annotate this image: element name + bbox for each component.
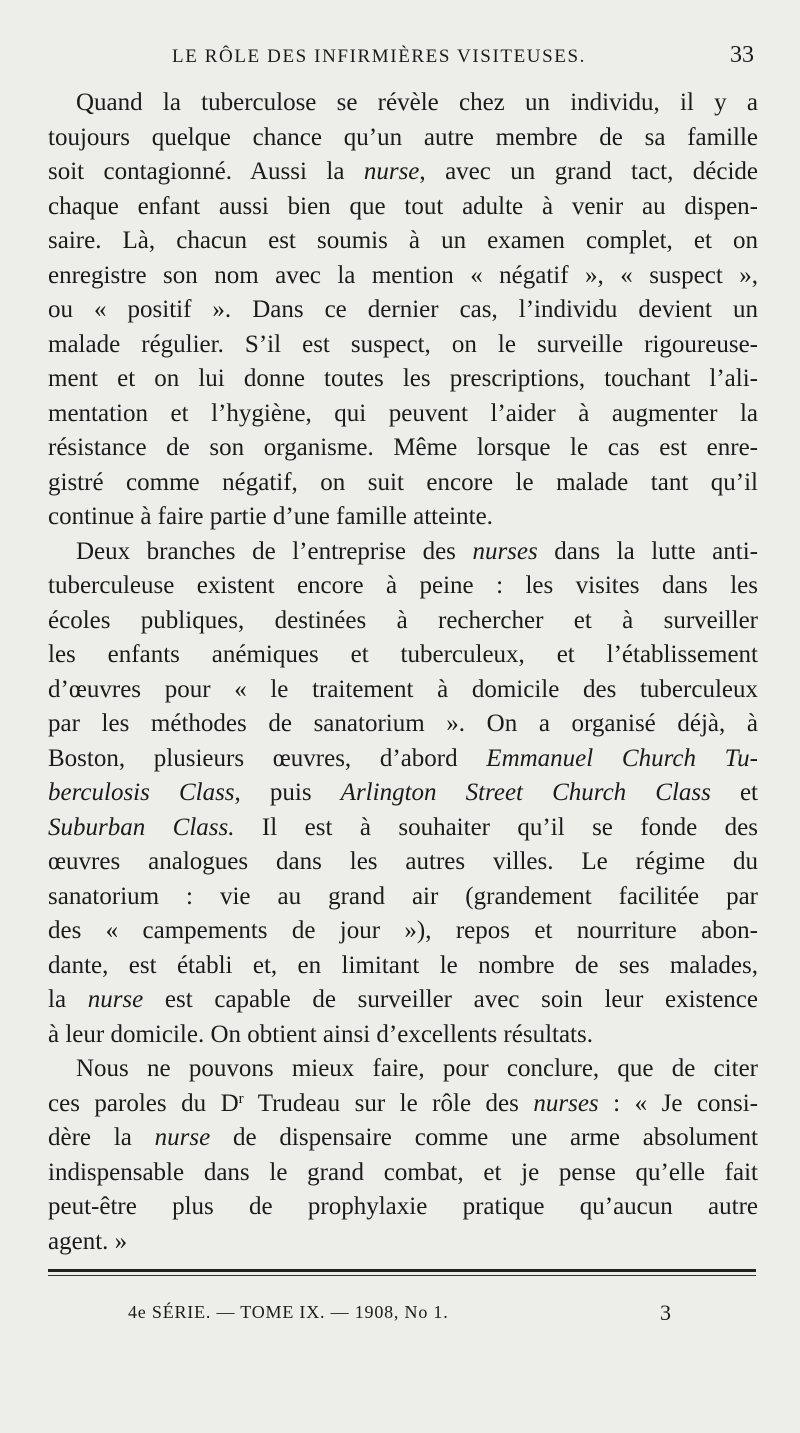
text-line [48,776,758,811]
paragraph [48,535,758,1053]
text-run: Quand la tuberculose se révèle chez un individu, il y a [76,89,758,116]
text-run: malade régulier. S’il est suspect, on le surveille rigoureuse- [48,330,758,358]
text-line [48,259,758,294]
text-run: indispensable dans le grand combat, et je pense qu’elle fait [48,1158,758,1186]
text-run: les enfants anémiques et tuberculeux, et l’établissement [48,641,758,668]
text-run: écoles publiques, destinées à rechercher et à surveiller [48,606,758,634]
text-line [48,1018,758,1053]
text-run: continue à faire partie d’une famille atteinte. [48,503,493,530]
text-run: résistance de son organisme. Même lorsque le cas est enre- [48,434,758,461]
text-line [48,1121,758,1156]
text-run: , puis [234,779,341,806]
text-line [48,397,758,432]
text-line [48,466,758,501]
text-line [48,293,758,328]
text-line [48,914,758,949]
running-head [48,42,756,72]
italic-text: nurse [363,158,420,185]
footer-rule-thick [48,1269,756,1272]
text-line [48,845,758,880]
italic-text: nurses [472,537,538,565]
running-title: LE RÔLE DES INFIRMIÈRES VISITEUSES. [172,46,587,67]
text-run: de dispensaire comme une arme absolument [210,1124,759,1151]
italic-text: nurse [87,986,144,1013]
text-run: à leur domicile. On obtient ainsi d’excellents résultats. [48,1020,593,1048]
text-run: mentation et l’hygiène, qui peuvent l’aider à augmenter la [48,399,758,427]
text-run: agent. » [48,1227,128,1255]
text-run: Nous ne pouvons mieux faire, pour conclure, que de citer [76,1055,758,1082]
text-line [48,604,758,639]
text-run: dante, est établi et, en limitant le nombre de ses malades, [48,951,758,979]
footer-rule-thin [48,1275,756,1276]
text-line [48,362,758,397]
text-line [48,431,758,466]
text-line [48,742,758,777]
paragraph [48,86,758,535]
italic-text: nurses [533,1089,599,1117]
text-run: chaque enfant aussi bien que tout adulte à venir au dispen- [48,192,758,220]
text-run: saire. Là, chacun est soumis à un examen complet, et on [48,227,758,254]
text-line [48,880,758,915]
text-line [48,949,758,984]
text-run: peut-être plus de prophylaxie pratique qu’aucun autre [48,1193,758,1220]
text-line [48,983,758,1018]
text-run: ces paroles du D [48,1089,239,1117]
text-run: Boston, plusieurs œuvres, d’abord [48,744,487,772]
text-run: ment et on lui donne toutes les prescriptions, touchant l’ali- [48,365,758,392]
text-run: œuvres analogues dans les autres villes. Le régime du [48,848,758,875]
text-line [48,811,758,846]
printer-signature [48,1300,756,1330]
italic-text: Emmanuel Church Tu- [486,744,758,772]
text-line [48,569,758,604]
text-run: Trudeau sur le rôle des [243,1089,534,1117]
paragraph [48,1052,758,1259]
text-run: est capable de surveiller avec soin leur existence [143,986,758,1013]
text-run: : « Je consi- [598,1089,759,1117]
text-run: Il est à souhaiter qu’il se fonde des [234,813,758,841]
text-line [48,638,758,673]
italic-text: nurse [154,1124,211,1151]
italic-text: Suburban Class. [48,813,235,841]
text-run: la [48,986,88,1013]
text-run: dans la lutte anti- [537,537,758,565]
text-line [48,1052,758,1087]
text-line [48,224,758,259]
superscript-text: r [238,1090,244,1107]
text-line [48,1156,758,1191]
text-run: soit contagionné. Aussi la [48,158,364,185]
text-run: toujours quelque chance qu’un autre membre de sa famille [48,123,758,151]
text-line [48,86,758,121]
italic-text: berculosis Class [48,779,235,806]
text-run: et [710,779,759,806]
text-run: d’œuvres pour « le traitement à domicile des tuberculeux [48,675,758,703]
text-line [48,1190,758,1225]
text-line [48,1225,758,1260]
text-line [48,673,758,708]
text-run: sanatorium : vie au grand air (grandement facilitée par [48,882,758,910]
body-text [48,86,758,1259]
text-run: gistré comme négatif, on suit encore le malade tant qu’il [48,468,758,496]
text-line [48,328,758,363]
text-run: des « campements de jour »), repos et nourriture abon- [48,917,758,944]
text-run: par les méthodes de sanatorium ». On a organisé déjà, à [48,710,758,737]
signature-mark: 3 [660,1300,671,1325]
text-line [48,1087,758,1122]
text-line [48,155,758,190]
text-run: dère la [48,1124,155,1151]
page-number: 33 [730,42,754,68]
text-run: tuberculeuse existent encore à peine : les visites dans les [48,572,758,599]
text-run: ou « positif ». Dans ce dernier cas, l’individu devient un [48,296,758,323]
text-line [48,535,758,570]
text-line [48,500,758,535]
text-run: Deux branches de l’entreprise des [76,537,473,565]
text-run: enregistre son nom avec la mention « négatif », « suspect », [48,261,758,289]
italic-text: Arlington Street Church Class [340,779,711,806]
signature-series-info: 4e SÉRIE. — TOME IX. — 1908, No 1. [128,1302,449,1322]
text-line [48,190,758,225]
text-run: , avec un grand tact, décide [419,158,759,185]
text-line [48,707,758,742]
text-line [48,121,758,156]
